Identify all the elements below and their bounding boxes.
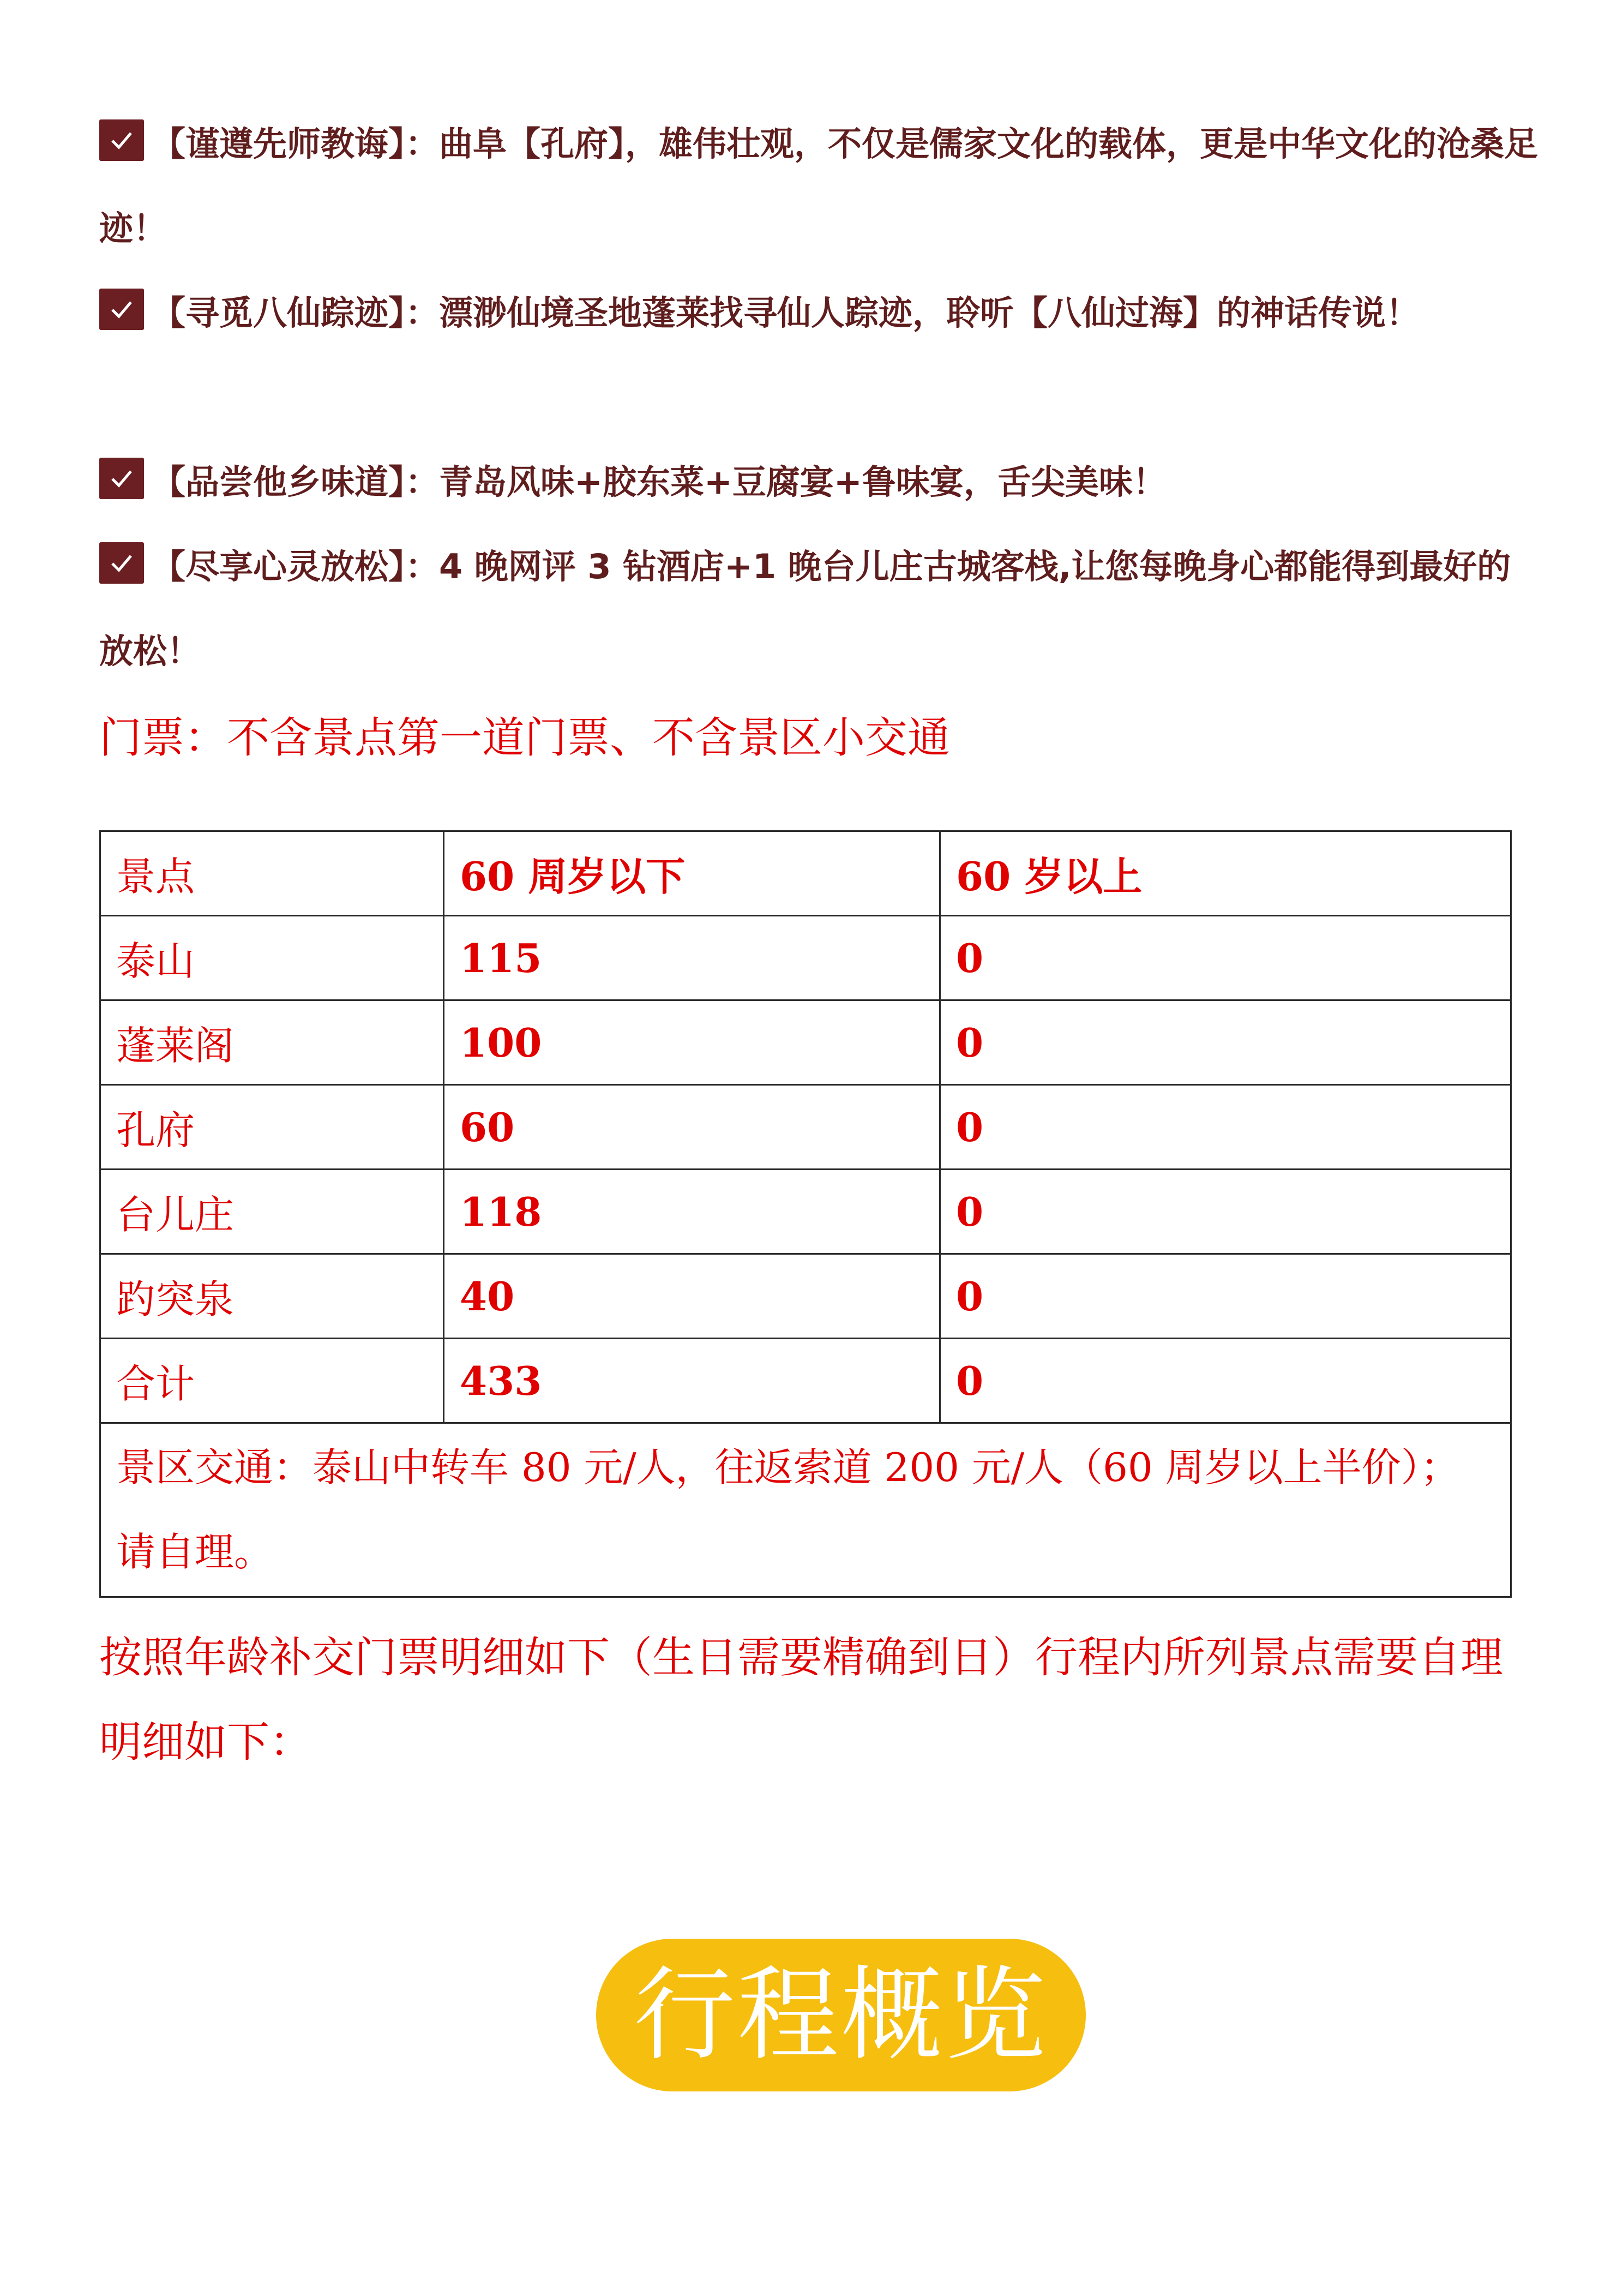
overview-button[interactable]: 行程概览: [596, 1939, 1086, 2091]
table-row: [100, 1085, 1511, 1170]
table-row: [100, 1170, 1511, 1254]
attraction-cell: 蓬莱阁: [100, 1000, 444, 1085]
attraction-cell: 趵突泉: [100, 1254, 444, 1339]
header-cell: 60 岁以上: [940, 831, 1511, 916]
price-over-60-cell: 0: [940, 1000, 1511, 1085]
header-cell: 60 周岁以下: [444, 831, 940, 916]
table-row: [100, 1254, 1511, 1339]
table-row: [100, 1000, 1511, 1085]
highlight-item-3: [99, 440, 1539, 524]
price-over-60-cell: 0: [940, 1170, 1511, 1254]
highlight-item-1: [99, 101, 1539, 271]
ticket-price-table: [99, 830, 1512, 1598]
price-under-60-cell: 115: [444, 916, 940, 1000]
highlight-title: 【品尝他乡味道】：: [152, 462, 440, 502]
price-over-60-cell: 0: [940, 916, 1511, 1000]
price-over-60-cell: 0: [940, 1254, 1511, 1339]
attraction-cell: 泰山: [100, 916, 444, 1000]
table-header-row: [100, 831, 1511, 916]
checkbox-checked-icon: [99, 542, 144, 584]
total-over-60-cell: 0: [940, 1339, 1511, 1423]
table-row-total: [100, 1339, 1511, 1423]
attraction-cell: 台儿庄: [100, 1170, 444, 1254]
checkbox-checked-icon: [99, 458, 144, 499]
highlight-title: 【寻觅八仙踪迹】：: [152, 293, 440, 333]
ticket-note: 门票：不含景点第一道门票、不含景区小交通: [99, 714, 951, 763]
highlight-text: 曲阜【孔府】，雄伟壮观，不仅是儒家文化的载体，更是中华文化的沧桑足迹！: [99, 124, 1538, 248]
checkbox-checked-icon: [99, 289, 144, 330]
price-under-60-cell: 100: [444, 1000, 940, 1085]
highlight-item-4: [99, 524, 1539, 693]
highlight-text: 漂渺仙境圣地蓬莱找寻仙人踪迹，聆听【八仙过海】的神话传说！: [439, 293, 1420, 333]
highlight-title: 【谨遵先师教诲】：: [152, 124, 440, 164]
checkbox-checked-icon: [99, 119, 144, 161]
transport-note-cell: 景区交通：泰山中转车 80 元/人，往返索道 200 元/人（60 周岁以上半价）；请自理。: [100, 1423, 1511, 1597]
highlight-text: 4 晚网评 3 钻酒店+1 晚台儿庄古城客栈,让您每晚身心都能得到最好的放松！: [99, 547, 1511, 671]
highlight-title: 【尽享心灵放松】：: [152, 547, 440, 586]
header-cell: 景点: [100, 831, 444, 916]
price-over-60-cell: 0: [940, 1085, 1511, 1170]
price-under-60-cell: 118: [444, 1170, 940, 1254]
age-note: 按照年龄补交门票明细如下（生日需要精确到日）行程内所列景点需要自理明细如下：: [99, 1633, 1504, 1767]
price-under-60-cell: 40: [444, 1254, 940, 1339]
total-label-cell: 合计: [100, 1339, 444, 1423]
attraction-cell: 孔府: [100, 1085, 444, 1170]
table-row: [100, 916, 1511, 1000]
total-under-60-cell: 433: [444, 1339, 940, 1423]
highlight-text: 青岛风味+胶东菜+豆腐宴+鲁味宴，舌尖美味！: [439, 462, 1167, 502]
price-under-60-cell: 60: [444, 1085, 940, 1170]
table-row-note: [100, 1423, 1511, 1597]
highlight-item-2: [99, 271, 1539, 355]
